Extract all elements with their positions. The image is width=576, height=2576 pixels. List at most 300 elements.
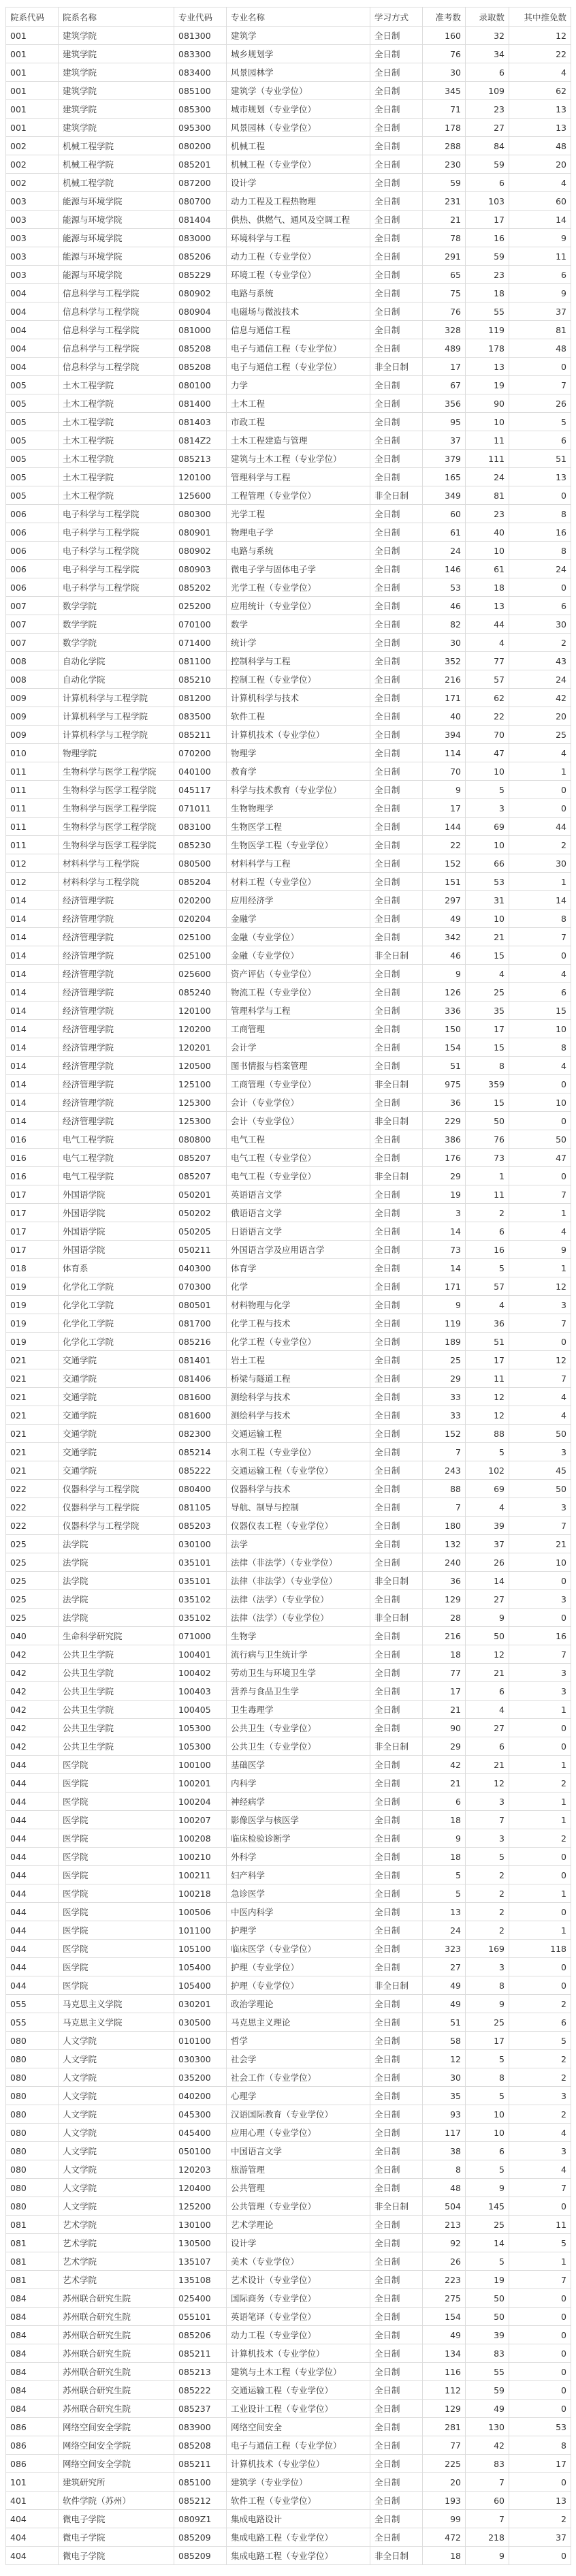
cell-dept-name: 公共卫生学院 (59, 1645, 174, 1664)
cell-dept-name: 机械工程学院 (59, 174, 174, 192)
cell-recommended-count: 60 (509, 192, 571, 211)
cell-major-name: 临床医学（专业学位） (227, 1940, 370, 1958)
cell-study-mode: 全日制 (370, 1185, 423, 1204)
cell-admitted-count: 69 (466, 818, 509, 836)
cell-dept-name: 信息科学与工程学院 (59, 321, 174, 339)
cell-recommended-count: 7 (509, 928, 571, 946)
cell-major-name: 影像医学与核医学 (227, 1811, 370, 1829)
cell-admitted-count: 18 (466, 578, 509, 597)
cell-admitted-count: 42 (466, 2436, 509, 2455)
cell-recommended-count: 7 (509, 1369, 571, 1388)
cell-exam-count: 29 (423, 1737, 466, 1756)
cell-recommended-count: 20 (509, 707, 571, 726)
cell-major-name: 材料科学与工程 (227, 854, 370, 873)
cell-major-name: 建筑与土木工程（专业学位） (227, 450, 370, 468)
table-row (6, 302, 571, 321)
cell-major-name: 应用经济学 (227, 891, 370, 910)
cell-admitted-count: 12 (466, 1645, 509, 1664)
cell-exam-count: 51 (423, 1057, 466, 1075)
cell-study-mode: 全日制 (370, 284, 423, 302)
cell-study-mode: 全日制 (370, 2528, 423, 2547)
cell-admitted-count: 4 (466, 1498, 509, 1517)
cell-major-name: 社会学 (227, 2050, 370, 2068)
cell-exam-count: 336 (423, 1002, 466, 1020)
cell-major-code: 085213 (174, 2363, 227, 2381)
cell-study-mode: 全日制 (370, 27, 423, 45)
cell-study-mode: 全日制 (370, 634, 423, 652)
cell-major-code: 081406 (174, 1369, 227, 1388)
cell-major-code: 081600 (174, 1406, 227, 1425)
cell-study-mode: 全日制 (370, 137, 423, 155)
table-row (6, 1664, 571, 1682)
cell-admitted-count: 17 (466, 2032, 509, 2050)
cell-dept-code: 017 (6, 1241, 59, 1259)
cell-study-mode: 全日制 (370, 1369, 423, 1388)
cell-major-code: 120200 (174, 1020, 227, 1038)
cell-study-mode: 全日制 (370, 2436, 423, 2455)
cell-exam-count: 223 (423, 2271, 466, 2289)
header-exam-count: 准考数 (423, 7, 466, 27)
cell-study-mode: 全日制 (370, 1296, 423, 1314)
cell-major-code: 085230 (174, 836, 227, 854)
cell-exam-count: 213 (423, 2216, 466, 2234)
cell-dept-code: 014 (6, 891, 59, 910)
cell-admitted-count: 53 (466, 873, 509, 891)
cell-study-mode: 全日制 (370, 1425, 423, 1443)
cell-recommended-count: 0 (509, 358, 571, 376)
cell-study-mode: 全日制 (370, 2381, 423, 2400)
cell-exam-count: 60 (423, 505, 466, 523)
cell-recommended-count: 2 (509, 2068, 571, 2087)
cell-admitted-count: 3 (466, 1793, 509, 1811)
cell-dept-code: 044 (6, 1921, 59, 1940)
cell-major-code: 070300 (174, 1277, 227, 1296)
cell-recommended-count: 4 (509, 1057, 571, 1075)
cell-dept-name: 外国语学院 (59, 1241, 174, 1259)
cell-admitted-count: 57 (466, 670, 509, 689)
cell-dept-code: 019 (6, 1277, 59, 1296)
cell-exam-count: 342 (423, 928, 466, 946)
table-row (6, 2363, 571, 2381)
cell-major-name: 金融（专业学位） (227, 946, 370, 965)
cell-admitted-count: 10 (466, 762, 509, 781)
cell-dept-name: 仪器科学与工程学院 (59, 1498, 174, 1517)
cell-dept-code: 011 (6, 818, 59, 836)
cell-recommended-count: 53 (509, 2418, 571, 2436)
cell-recommended-count: 30 (509, 615, 571, 634)
cell-exam-count: 14 (423, 1222, 466, 1241)
cell-study-mode: 全日制 (370, 1958, 423, 1976)
cell-major-code: 025100 (174, 946, 227, 965)
table-row (6, 2326, 571, 2344)
cell-study-mode: 全日制 (370, 2326, 423, 2344)
cell-study-mode: 全日制 (370, 2032, 423, 2050)
cell-admitted-count: 40 (466, 523, 509, 542)
cell-dept-name: 法学院 (59, 1535, 174, 1553)
cell-admitted-count: 9 (466, 1609, 509, 1627)
cell-dept-name: 法学院 (59, 1553, 174, 1572)
cell-major-code: 100211 (174, 1866, 227, 1884)
cell-dept-name: 交通学院 (59, 1388, 174, 1406)
cell-dept-code: 014 (6, 1002, 59, 1020)
cell-exam-count: 119 (423, 1314, 466, 1333)
cell-recommended-count: 8 (509, 1038, 571, 1057)
cell-dept-name: 生命科学研究院 (59, 1627, 174, 1645)
cell-recommended-count: 8 (509, 505, 571, 523)
cell-admitted-count: 2 (466, 1884, 509, 1903)
cell-major-name: 外国语言学及应用语言学 (227, 1241, 370, 1259)
cell-major-code: 085240 (174, 983, 227, 1002)
cell-major-name: 交通运输工程 (227, 1425, 370, 1443)
cell-dept-code: 021 (6, 1425, 59, 1443)
cell-recommended-count: 0 (509, 1719, 571, 1737)
cell-dept-name: 经济管理学院 (59, 1057, 174, 1075)
cell-admitted-count: 60 (466, 2492, 509, 2510)
table-row (6, 1572, 571, 1590)
cell-major-name: 电气工程（专业学位） (227, 1149, 370, 1167)
cell-major-code: 125300 (174, 1093, 227, 1112)
cell-major-name: 妇产科学 (227, 1866, 370, 1884)
cell-dept-name: 建筑学院 (59, 119, 174, 137)
table-row (6, 155, 571, 174)
cell-dept-name: 土木工程学院 (59, 376, 174, 394)
cell-recommended-count: 2 (509, 1829, 571, 1848)
cell-recommended-count: 4 (509, 2124, 571, 2142)
cell-major-name: 物流工程（专业学位） (227, 983, 370, 1002)
cell-dept-name: 苏州联合研究生院 (59, 2289, 174, 2308)
cell-admitted-count: 27 (466, 1719, 509, 1737)
cell-admitted-count: 59 (466, 2381, 509, 2400)
cell-major-code: 030201 (174, 1995, 227, 2013)
cell-recommended-count: 6 (509, 266, 571, 284)
cell-dept-name: 信息科学与工程学院 (59, 284, 174, 302)
cell-dept-code: 003 (6, 211, 59, 229)
cell-major-name: 护理（专业学位） (227, 1976, 370, 1995)
cell-recommended-count: 8 (509, 2436, 571, 2455)
cell-dept-name: 电气工程学院 (59, 1130, 174, 1149)
cell-study-mode: 全日制 (370, 1351, 423, 1369)
cell-major-code: 085237 (174, 2400, 227, 2418)
cell-admitted-count: 7 (466, 1811, 509, 1829)
cell-dept-name: 医学院 (59, 1866, 174, 1884)
cell-study-mode: 全日制 (370, 1057, 423, 1075)
cell-admitted-count: 5 (466, 2050, 509, 2068)
cell-recommended-count: 0 (509, 1075, 571, 1093)
cell-major-name: 管理科学与工程 (227, 468, 370, 486)
cell-dept-code: 009 (6, 707, 59, 726)
cell-study-mode: 全日制 (370, 413, 423, 431)
table-row (6, 1112, 571, 1130)
cell-exam-count: 22 (423, 836, 466, 854)
cell-major-name: 法律（法学）（专业学位） (227, 1590, 370, 1609)
cell-major-code: 035102 (174, 1590, 227, 1609)
cell-dept-name: 外国语学院 (59, 1185, 174, 1204)
cell-study-mode: 全日制 (370, 1314, 423, 1333)
cell-dept-code: 025 (6, 1553, 59, 1572)
cell-study-mode: 全日制 (370, 2216, 423, 2234)
cell-dept-name: 生物科学与医学工程学院 (59, 762, 174, 781)
table-row (6, 1222, 571, 1241)
cell-major-code: 085212 (174, 2492, 227, 2510)
cell-exam-count: 30 (423, 2068, 466, 2087)
table-row (6, 1921, 571, 1940)
cell-recommended-count: 24 (509, 670, 571, 689)
cell-dept-name: 生物科学与医学工程学院 (59, 781, 174, 799)
cell-dept-name: 土木工程学院 (59, 431, 174, 450)
cell-major-name: 控制工程（专业学位） (227, 670, 370, 689)
cell-dept-name: 数学学院 (59, 634, 174, 652)
cell-dept-code: 021 (6, 1388, 59, 1406)
cell-recommended-count: 4 (509, 174, 571, 192)
cell-study-mode: 全日制 (370, 542, 423, 560)
table-row (6, 63, 571, 82)
cell-dept-code: 086 (6, 2455, 59, 2473)
cell-dept-name: 交通学院 (59, 1461, 174, 1480)
cell-exam-count: 18 (423, 1811, 466, 1829)
cell-dept-name: 交通学院 (59, 1406, 174, 1425)
cell-exam-count: 9 (423, 781, 466, 799)
cell-exam-count: 134 (423, 2344, 466, 2363)
cell-dept-code: 042 (6, 1719, 59, 1737)
cell-study-mode: 全日制 (370, 1884, 423, 1903)
table-row (6, 247, 571, 266)
cell-recommended-count: 11 (509, 2216, 571, 2234)
cell-major-code: 025100 (174, 928, 227, 946)
cell-study-mode: 全日制 (370, 1664, 423, 1682)
cell-exam-count: 178 (423, 119, 466, 137)
cell-recommended-count: 6 (509, 2013, 571, 2032)
cell-admitted-count: 90 (466, 394, 509, 413)
cell-recommended-count: 45 (509, 1461, 571, 1480)
table-row (6, 2436, 571, 2455)
cell-dept-name: 土木工程学院 (59, 450, 174, 468)
cell-study-mode: 全日制 (370, 266, 423, 284)
cell-major-code: 095300 (174, 119, 227, 137)
cell-study-mode: 全日制 (370, 854, 423, 873)
cell-admitted-count: 178 (466, 339, 509, 358)
cell-study-mode: 全日制 (370, 1480, 423, 1498)
cell-admitted-count: 7 (466, 2510, 509, 2528)
cell-exam-count: 58 (423, 2032, 466, 2050)
cell-major-code: 030300 (174, 2050, 227, 2068)
cell-admitted-count: 12 (466, 1774, 509, 1793)
cell-recommended-count: 11 (509, 247, 571, 266)
cell-dept-code: 404 (6, 2528, 59, 2547)
cell-major-code: 081105 (174, 1498, 227, 1517)
cell-major-code: 100402 (174, 1664, 227, 1682)
cell-dept-code: 009 (6, 689, 59, 707)
cell-dept-name: 医学院 (59, 1976, 174, 1995)
cell-major-code: 070100 (174, 615, 227, 634)
cell-dept-name: 化学化工学院 (59, 1277, 174, 1296)
table-row (6, 2418, 571, 2436)
cell-dept-name: 生物科学与医学工程学院 (59, 818, 174, 836)
cell-exam-count: 21 (423, 1774, 466, 1793)
cell-study-mode: 全日制 (370, 652, 423, 670)
cell-admitted-count: 24 (466, 468, 509, 486)
cell-exam-count: 189 (423, 1333, 466, 1351)
cell-exam-count: 132 (423, 1535, 466, 1553)
table-row (6, 1517, 571, 1535)
cell-dept-name: 微电子学院 (59, 2528, 174, 2547)
cell-dept-name: 经济管理学院 (59, 965, 174, 983)
cell-dept-code: 001 (6, 63, 59, 82)
cell-exam-count: 8 (423, 2160, 466, 2179)
table-row (6, 2344, 571, 2363)
cell-major-name: 网络空间安全 (227, 2418, 370, 2436)
cell-dept-name: 生物科学与医学工程学院 (59, 799, 174, 818)
cell-admitted-count: 17 (466, 1020, 509, 1038)
cell-dept-code: 080 (6, 2160, 59, 2179)
cell-study-mode: 全日制 (370, 818, 423, 836)
cell-major-name: 图书情报与档案管理 (227, 1057, 370, 1075)
cell-exam-count: 37 (423, 431, 466, 450)
cell-dept-name: 机械工程学院 (59, 137, 174, 155)
cell-dept-code: 014 (6, 1020, 59, 1038)
cell-dept-name: 医学院 (59, 1921, 174, 1940)
cell-major-code: 081404 (174, 211, 227, 229)
cell-exam-count: 9 (423, 1829, 466, 1848)
cell-major-code: 085300 (174, 100, 227, 119)
cell-major-code: 081600 (174, 1388, 227, 1406)
cell-exam-count: 171 (423, 689, 466, 707)
cell-admitted-count: 21 (466, 1756, 509, 1774)
cell-recommended-count: 0 (509, 2289, 571, 2308)
cell-recommended-count: 15 (509, 1002, 571, 1020)
cell-dept-code: 017 (6, 1185, 59, 1204)
cell-major-name: 土木工程 (227, 394, 370, 413)
cell-admitted-count: 10 (466, 910, 509, 928)
cell-exam-count: 9 (423, 1296, 466, 1314)
cell-recommended-count: 0 (509, 1976, 571, 1995)
table-row (6, 1866, 571, 1884)
cell-major-name: 软件工程 (227, 707, 370, 726)
cell-major-name: 计算机技术（专业学位） (227, 2455, 370, 2473)
cell-major-code: 085203 (174, 1517, 227, 1535)
cell-dept-name: 电子科学与工程学院 (59, 542, 174, 560)
cell-exam-count: 229 (423, 1112, 466, 1130)
table-row (6, 1535, 571, 1553)
cell-major-code: 080200 (174, 137, 227, 155)
cell-recommended-count: 14 (509, 891, 571, 910)
table-row (6, 1259, 571, 1277)
cell-recommended-count: 0 (509, 781, 571, 799)
table-row (6, 27, 571, 45)
cell-dept-code: 014 (6, 1057, 59, 1075)
cell-dept-name: 经济管理学院 (59, 1112, 174, 1130)
cell-dept-code: 080 (6, 2124, 59, 2142)
cell-major-code: 135107 (174, 2252, 227, 2271)
cell-admitted-count: 119 (466, 321, 509, 339)
cell-study-mode: 全日制 (370, 1866, 423, 1884)
cell-admitted-count: 21 (466, 928, 509, 946)
table-row (6, 1627, 571, 1645)
cell-dept-name: 艺术学院 (59, 2271, 174, 2289)
cell-major-name: 俄语语言文学 (227, 1204, 370, 1222)
cell-major-name: 中医内科学 (227, 1903, 370, 1921)
cell-major-name: 神经病学 (227, 1793, 370, 1811)
cell-study-mode: 非全日制 (370, 1976, 423, 1995)
cell-major-code: 125200 (174, 2197, 227, 2216)
cell-dept-code: 014 (6, 946, 59, 965)
cell-dept-code: 016 (6, 1130, 59, 1149)
cell-dept-code: 081 (6, 2252, 59, 2271)
cell-exam-count: 18 (423, 1645, 466, 1664)
cell-dept-code: 025 (6, 1535, 59, 1553)
cell-major-name: 市政工程 (227, 413, 370, 431)
cell-study-mode: 全日制 (370, 2418, 423, 2436)
cell-study-mode: 全日制 (370, 1701, 423, 1719)
cell-major-name: 法律（法学）（专业学位） (227, 1609, 370, 1627)
cell-dept-name: 电子科学与工程学院 (59, 578, 174, 597)
cell-study-mode: 全日制 (370, 2160, 423, 2179)
cell-major-name: 法学 (227, 1535, 370, 1553)
cell-dept-code: 005 (6, 376, 59, 394)
cell-dept-name: 交通学院 (59, 1369, 174, 1388)
cell-exam-count: 36 (423, 1572, 466, 1590)
cell-major-name: 卫生毒理学 (227, 1701, 370, 1719)
cell-admitted-count: 32 (466, 27, 509, 45)
cell-recommended-count: 3 (509, 2087, 571, 2105)
cell-dept-name: 数学学院 (59, 597, 174, 615)
cell-dept-code: 003 (6, 192, 59, 211)
table-row (6, 2068, 571, 2087)
header-recommended-count: 其中推免数 (509, 7, 571, 27)
cell-major-code: 130100 (174, 2216, 227, 2234)
cell-exam-count: 38 (423, 2142, 466, 2160)
cell-major-code: 087200 (174, 174, 227, 192)
cell-admitted-count: 25 (466, 2013, 509, 2032)
cell-recommended-count: 7 (509, 2179, 571, 2197)
cell-recommended-count: 44 (509, 818, 571, 836)
cell-dept-code: 025 (6, 1590, 59, 1609)
cell-recommended-count: 0 (509, 1737, 571, 1756)
cell-exam-count: 92 (423, 2234, 466, 2252)
cell-major-name: 公共管理 (227, 2179, 370, 2197)
table-row (6, 2142, 571, 2160)
cell-recommended-count: 5 (509, 2234, 571, 2252)
cell-major-code: 085207 (174, 1167, 227, 1185)
cell-dept-name: 信息科学与工程学院 (59, 358, 174, 376)
cell-major-code: 035200 (174, 2068, 227, 2087)
cell-major-name: 建筑学 (227, 27, 370, 45)
cell-admitted-count: 27 (466, 1590, 509, 1609)
cell-major-code: 083400 (174, 63, 227, 82)
cell-exam-count: 114 (423, 744, 466, 762)
cell-dept-name: 土木工程学院 (59, 394, 174, 413)
cell-dept-name: 能源与环境学院 (59, 266, 174, 284)
cell-exam-count: 21 (423, 1701, 466, 1719)
table-row (6, 1553, 571, 1572)
cell-major-code: 035102 (174, 1609, 227, 1627)
cell-major-name: 仪器仪表工程（专业学位） (227, 1517, 370, 1535)
cell-recommended-count: 0 (509, 1958, 571, 1976)
cell-major-name: 动力工程（专业学位） (227, 247, 370, 266)
cell-dept-code: 005 (6, 486, 59, 505)
cell-major-name: 美术（专业学位） (227, 2252, 370, 2271)
cell-major-name: 化学工程与技术 (227, 1314, 370, 1333)
cell-dept-code: 014 (6, 928, 59, 946)
cell-admitted-count: 11 (466, 431, 509, 450)
table-row (6, 1774, 571, 1793)
cell-exam-count: 35 (423, 2087, 466, 2105)
cell-dept-name: 信息科学与工程学院 (59, 302, 174, 321)
cell-study-mode: 全日制 (370, 155, 423, 174)
cell-study-mode: 全日制 (370, 2252, 423, 2271)
cell-study-mode: 全日制 (370, 1903, 423, 1921)
cell-recommended-count: 0 (509, 2197, 571, 2216)
table-row (6, 781, 571, 799)
